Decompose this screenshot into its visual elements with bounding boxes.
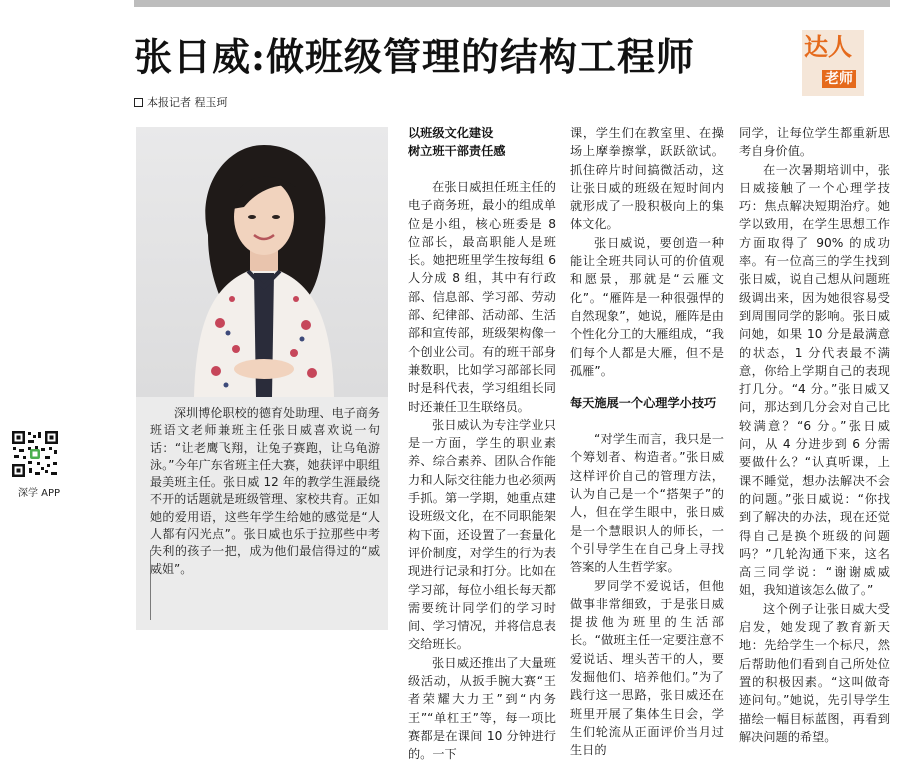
paragraph: 张日威认为专注学业只是一方面，学生的职业素养、综合素养、团队合作能力和人际交往能力也必须两手抓。第一学期，她重点建设班级文化，在不同职能架构下面，还设置了一套量化评价制度，对学生的行为表现进行记录和打分。比如在学习部，每位小组长每天都需要统计同学们的学习时间、学习情况，并将信息表交给班长。 [408, 417, 556, 652]
byline [134, 94, 228, 110]
column-1 [408, 124, 556, 764]
qr-code-graphic [11, 430, 59, 478]
portrait-illustration [136, 127, 388, 397]
portrait-photo [136, 127, 388, 397]
paragraph: 罗同学不爱说话，但他做事非常细致，于是张日威提拔他为班里的生活部长。“做班主任一定要注意不爱说话、埋头苦干的人，要发掘他们、培养他们。”为了践行这一思路，张日威还在班里开展了集体生日会，学生们轮流从正面评价当月过生日的 [570, 578, 724, 758]
paragraph: 这个例子让张日威大受启发，她发现了教育新天地：先给学生一个标尺，然后帮助他们看到自己所处位置的积极因素。“这叫做奇迹问句。”她说，先引导学生描绘一幅目标蓝图，再看到解决问题的希望。 [739, 601, 890, 744]
headline: 张日威:做班级管理的结构工程师 [134, 34, 696, 79]
paragraph: 张日威说，要创造一种能让全班共同认可的价值观和愿景，那就是“云雁文化”。“雁阵是一种很强悍的自然现象”，她说，雁阵是由个性化分工的大雁组成，“我们每个人都是大雁，但不是孤雁”。 [570, 235, 724, 378]
subhead-1a: 以班级文化建设 [408, 126, 494, 140]
subhead-2: 每天施展一个心理学小技巧 [570, 396, 717, 411]
paragraph: 课，学生们在教室里、在操场上摩拳擦掌，跃跃欲试。抓住碎片时间搞微活动，这让张日威的班级在短时间内就形成了一股积极向上的集体文化。 [570, 126, 724, 232]
byline-text: 本报记者 程玉珂 [147, 96, 228, 109]
top-rule [134, 0, 890, 7]
paragraph: 在一次暑期培训中，张日威接触了一个心理学技巧：焦点解决短期治疗。她学以致用，在学生思想工作方面取得了 90% 的成功率。有一位高三的学生找到张日威，说自己想从问题班级调出来，因为她很容易受到周围同学的影响。张日威问她，如果 10 分是最满意的状态，1 分代表最不满意，你给上学期自己的表现打几分。“4 分。”张日威又问，那达到几分会对自己比较满意？“6 分。”张日威问，从 4 分进步到 6 分需要做什么？“认真听课，上课不睡觉，想办法解决不会的问题。”张日威说：“你找到了解决的办法，现在还觉得自己是换个班级的问题吗？”几轮沟通下来，这名高三同学说：“谢谢威威姐，我知道该怎么做了。” [739, 162, 890, 598]
subhead-1b: 树立班干部责任感 [408, 144, 506, 158]
paragraph: 张日威还推出了大量班级活动，从扳手腕大赛“王者荣耀大力王”到“内务王”“单杠王”等，每一项比赛都是在课间 10 分钟进行的。一下 [408, 655, 556, 762]
column-2 [570, 124, 724, 760]
paragraph: “对学生而言，我只是一个筹划者、构造者。”张日威这样评价自己的管理方法，认为自己是一个“搭架子”的人，但在学生眼中，张日威是一个慧眼识人的师长，一个引导学生在自己身上寻找答案的人生哲学家。 [570, 432, 724, 575]
column-badge [792, 24, 868, 100]
badge-top-text: 达人 [804, 32, 852, 61]
column-3 [739, 124, 890, 746]
qr-label: 深学 APP [18, 488, 61, 499]
box-icon [134, 98, 143, 107]
photo-caption: 深圳博伦职校的德育处助理、电子商务班语文老师兼班主任张日威喜欢说一句话：“让老鹰飞翔，让兔子赛跑，让乌龟游泳。”今年广东省班主任大赛，她获评中职组最美班主任。张日威 12 年的教学生涯最绕不开的话题就是班级管理、家校共育。正如她的爱用语，这些年学生给她的感觉是“人人都有闪光点”。张日威也乐于拉那些中考失利的孩子一把，成为他们最信得过的“威威姐”。 [150, 406, 380, 576]
paragraph: 在张日威担任班主任的电子商务班，最小的组成单位是小组，核心班委是 8 位部长，最高职能人是班长。她把班里学生按每组 6 人分成 8 组，其中有行政部、信息部、学习部、劳动部、纪律部、活动部、生活部和宣传部，班级架构像一个创业公司。有的班干部身兼数职，比如学习部部长同时是科代表，学习组组长同时还兼任卫生联络员。 [408, 180, 556, 414]
paragraph: 同学，让每位学生都重新思考自身价值。 [739, 126, 890, 159]
badge-bottom-text: 老师 [822, 70, 856, 88]
qr-code-icon[interactable] [11, 430, 59, 478]
